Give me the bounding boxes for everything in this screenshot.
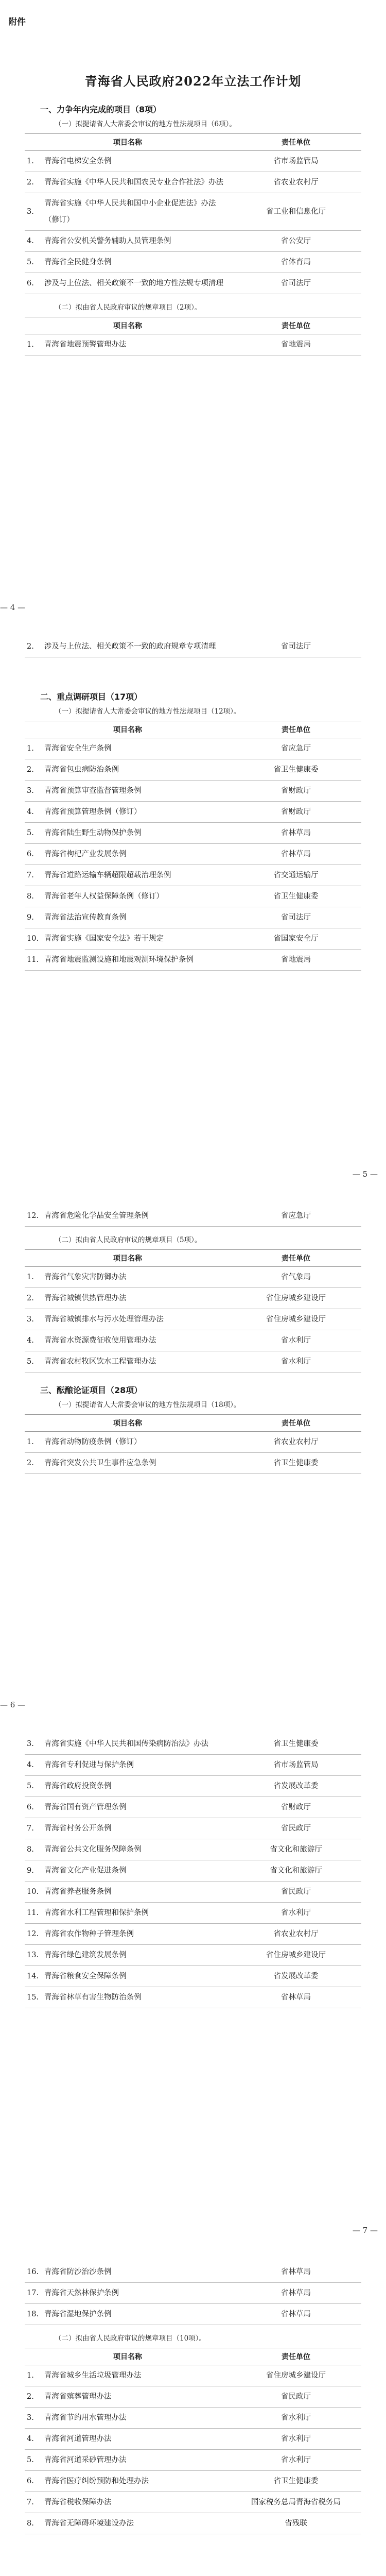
table-row bbox=[25, 802, 361, 823]
row-dept: 省卫生健康委 bbox=[273, 1740, 319, 1748]
row-title: 青海省粮食安全保障条例 bbox=[44, 1972, 127, 1980]
table-row bbox=[25, 1776, 361, 1797]
row-dept: 省水利厅 bbox=[281, 2435, 311, 2443]
row-number: 3. bbox=[27, 2414, 34, 2422]
table-row bbox=[25, 1860, 361, 1882]
row-title: 青海省危险化学品安全管理条例 bbox=[44, 1212, 149, 1220]
table-row bbox=[25, 1945, 361, 1966]
document-title: 青海省人民政府2022年立法工作计划 bbox=[84, 74, 302, 89]
page-number-text: — 7 — bbox=[352, 2226, 378, 2235]
row-dept: 省发展改革委 bbox=[273, 1972, 319, 1980]
table-row bbox=[25, 193, 361, 231]
row-number: 2. bbox=[27, 766, 34, 774]
row-title: 青海省公安机关警务辅助人员管理条例 bbox=[44, 237, 171, 245]
row-dept: 省工业和信息化厅 bbox=[266, 208, 326, 216]
row-dept: 省住房城乡建设厅 bbox=[266, 1294, 326, 1302]
row-dept: 省卫生健康委 bbox=[273, 2477, 319, 2485]
table-row bbox=[25, 2513, 361, 2534]
row-number: 15. bbox=[27, 1993, 39, 2002]
table-row bbox=[25, 865, 361, 886]
row-number: 2. bbox=[27, 178, 34, 187]
row-number: 9. bbox=[27, 913, 34, 922]
row-number: 12. bbox=[27, 1930, 39, 1938]
row-title: 青海省气象灾害防御办法 bbox=[44, 1273, 127, 1281]
row-dept: 省发展改革委 bbox=[273, 1782, 319, 1790]
row-title: 涉及与上位法、相关政策不一致的地方性法规专项清理 bbox=[44, 279, 223, 287]
subsection-heading: （一）拟提请省人大常委会审议的地方性法规项目（6项）。 bbox=[55, 120, 236, 128]
table-row bbox=[25, 1309, 361, 1330]
table-row bbox=[25, 2386, 361, 2408]
table-row bbox=[25, 2262, 361, 2283]
row-dept: 省林草局 bbox=[281, 2310, 311, 2318]
column-header-name: 项目名称 bbox=[113, 2353, 142, 2361]
row-title: 青海省国有资产管理条例 bbox=[44, 1803, 127, 1811]
table-row bbox=[25, 252, 361, 273]
table-row bbox=[25, 2492, 361, 2513]
section-2 bbox=[25, 690, 361, 971]
row-dept: 省国家安全厅 bbox=[273, 935, 319, 943]
page-number-text: — 6 — bbox=[0, 1700, 26, 1709]
row-title: 青海省水利工程管理和保护条例 bbox=[44, 1909, 149, 1917]
section-1-cont bbox=[25, 636, 361, 657]
page-number-text: — 5 — bbox=[352, 1170, 378, 1179]
row-dept: 省地震局 bbox=[281, 341, 311, 349]
subsection-heading: （二）拟由省人民政府审议的规章项目（10项）。 bbox=[55, 2334, 206, 2343]
section-1 bbox=[25, 103, 361, 355]
row-dept: 省卫生健康委 bbox=[273, 766, 319, 774]
row-title: 青海省节约用水管理办法 bbox=[44, 2414, 127, 2422]
row-number: 6. bbox=[27, 1803, 34, 1811]
row-title: 青海省老年人权益保障条例（修订） bbox=[44, 892, 164, 901]
row-number: 18. bbox=[27, 2310, 39, 2318]
table-row bbox=[25, 1206, 361, 1227]
row-dept: 省水利厅 bbox=[281, 1358, 311, 1366]
table-row bbox=[25, 151, 361, 172]
table-row bbox=[25, 1330, 361, 1351]
row-number: 8. bbox=[27, 892, 34, 901]
table-row bbox=[25, 2408, 361, 2429]
table-row bbox=[25, 1966, 361, 1987]
table-row bbox=[25, 738, 361, 759]
table-row bbox=[25, 950, 361, 971]
row-title: 青海省公共文化服务保障条例 bbox=[44, 1845, 142, 1854]
row-title: 青海省实施《中华人民共和国传染病防治法》办法 bbox=[44, 1740, 208, 1748]
row-number: 1. bbox=[27, 341, 34, 349]
section-heading: 二、重点调研项目（17项） bbox=[40, 692, 143, 702]
row-number: 11. bbox=[27, 956, 39, 964]
row-number: 3. bbox=[27, 1740, 34, 1748]
row-dept: 省水利厅 bbox=[281, 1909, 311, 1917]
row-number: 3. bbox=[27, 208, 34, 216]
row-title: 青海省林草有害生物防治条例 bbox=[44, 1993, 142, 2002]
column-header-dept: 责任单位 bbox=[282, 726, 310, 734]
row-number: 1. bbox=[27, 744, 34, 753]
page-number-text: — 4 — bbox=[0, 603, 26, 612]
row-title: 青海省防沙治沙条例 bbox=[44, 2268, 112, 2276]
row-number: 5. bbox=[27, 1782, 34, 1790]
row-title: 青海省税收保障办法 bbox=[44, 2498, 112, 2506]
table-row bbox=[25, 273, 361, 294]
row-number: 13. bbox=[27, 1951, 39, 1959]
row-title: 青海省地震监测设施和地震观测环境保护条例 bbox=[44, 956, 194, 964]
row-dept: 省残联 bbox=[285, 2519, 307, 2528]
table-row bbox=[25, 1755, 361, 1776]
row-title: 青海省全民健身条例 bbox=[44, 258, 112, 266]
row-number: 1. bbox=[27, 157, 34, 165]
row-dept: 省民政厅 bbox=[281, 2393, 311, 2401]
row-dept: 省文化和旅游厅 bbox=[270, 1845, 322, 1854]
table-row bbox=[25, 334, 361, 355]
table-header bbox=[25, 721, 361, 738]
row-title: 青海省动物防疫条例（修订） bbox=[44, 1438, 142, 1446]
table-row bbox=[25, 844, 361, 865]
column-header-dept: 责任单位 bbox=[282, 139, 310, 147]
row-title: 青海省政府投资条例 bbox=[44, 1782, 112, 1790]
table-row bbox=[25, 823, 361, 844]
row-title: 青海省城镇排水与污水处理管理办法 bbox=[44, 1315, 164, 1324]
row-dept: 省气象局 bbox=[281, 1273, 311, 1281]
row-number: 7. bbox=[27, 1824, 34, 1833]
row-number: 1. bbox=[27, 2371, 34, 2380]
row-number: 9. bbox=[27, 1867, 34, 1875]
section-heading: 一、力争年内完成的项目（8项） bbox=[40, 105, 162, 114]
row-title: 青海省实施《中华人民共和国农民专业合作社法》办法 bbox=[44, 178, 223, 187]
subsection-heading: （一）拟提请省人大常委会审议的地方性法规项目（12项）。 bbox=[55, 707, 241, 716]
row-number: 5. bbox=[27, 2456, 34, 2464]
row-dept: 省林草局 bbox=[281, 829, 311, 837]
row-dept: 省公安厅 bbox=[281, 237, 311, 245]
column-header-name: 项目名称 bbox=[113, 1255, 142, 1263]
row-dept: 省财政厅 bbox=[281, 787, 311, 795]
row-dept: 省应急厅 bbox=[281, 744, 311, 753]
row-dept: 省司法厅 bbox=[281, 913, 311, 922]
row-title: 青海省陆生野生动物保护条例 bbox=[44, 829, 142, 837]
row-title: 青海省文化产业促进条例 bbox=[44, 1867, 127, 1875]
row-title: 青海省绿色建筑发展条例 bbox=[44, 1951, 127, 1959]
row-dept: 省司法厅 bbox=[281, 279, 311, 287]
row-dept: 省市场监管局 bbox=[273, 1761, 319, 1769]
row-title: 青海省突发公共卫生事件应急条例 bbox=[44, 1459, 156, 1467]
row-title: 青海省村务公开条例 bbox=[44, 1824, 112, 1833]
row-number: 16. bbox=[27, 2268, 39, 2276]
row-title: 青海省农村牧区饮水工程管理办法 bbox=[44, 1358, 156, 1366]
column-header-name: 项目名称 bbox=[113, 726, 142, 734]
section-heading: 三、酝酿论证项目（28项） bbox=[40, 1385, 143, 1395]
row-dept: 省文化和旅游厅 bbox=[270, 1867, 322, 1875]
table-row bbox=[25, 2471, 361, 2492]
row-dept: 省水利厅 bbox=[281, 2456, 311, 2464]
row-title: 青海省农作物种子管理条例 bbox=[44, 1930, 134, 1938]
column-header-dept: 责任单位 bbox=[282, 1419, 310, 1428]
row-dept: 省地震局 bbox=[281, 956, 311, 964]
row-number: 17. bbox=[27, 2289, 39, 2297]
row-number: 8. bbox=[27, 1845, 34, 1854]
table-row bbox=[25, 172, 361, 193]
table-header bbox=[25, 133, 361, 151]
table-row bbox=[25, 1288, 361, 1309]
row-title: 青海省湿地保护条例 bbox=[44, 2310, 112, 2318]
row-number: 14. bbox=[27, 1972, 39, 1980]
table-row bbox=[25, 636, 361, 657]
table-row bbox=[25, 1924, 361, 1945]
row-dept: 省卫生健康委 bbox=[273, 1459, 319, 1467]
row-title: 青海省城镇供热管理办法 bbox=[44, 1294, 127, 1302]
row-dept: 省林草局 bbox=[281, 2268, 311, 2276]
subsection-heading: （一）拟提请省人大常委会审议的地方性法规项目（18项）。 bbox=[55, 1401, 241, 1409]
table-header bbox=[25, 1249, 361, 1267]
row-number: 7. bbox=[27, 2498, 34, 2506]
row-title: 青海省安全生产条例 bbox=[44, 744, 112, 753]
row-dept: 省民政厅 bbox=[281, 1888, 311, 1896]
row-title: 青海省包虫病防治条例 bbox=[44, 766, 119, 774]
row-number: 7. bbox=[27, 871, 34, 879]
table-row bbox=[25, 1432, 361, 1453]
row-number: 4. bbox=[27, 2435, 34, 2443]
row-dept: 省农业农村厅 bbox=[273, 1930, 319, 1938]
row-dept: 省财政厅 bbox=[281, 808, 311, 816]
row-title: 青海省枸杞产业发展条例 bbox=[44, 850, 127, 858]
column-header-dept: 责任单位 bbox=[282, 2353, 310, 2361]
row-title: 青海省医疗纠纷预防和处理办法 bbox=[44, 2477, 149, 2485]
table-row bbox=[25, 1453, 361, 1474]
row-number: 4. bbox=[27, 808, 34, 816]
row-dept: 省农业农村厅 bbox=[273, 1438, 319, 1446]
column-header-name: 项目名称 bbox=[113, 1419, 142, 1428]
table-row bbox=[25, 2304, 361, 2325]
row-title: 青海省预算管理条例（修订） bbox=[44, 808, 142, 816]
row-number: 5. bbox=[27, 1358, 34, 1366]
column-header-name: 项目名称 bbox=[113, 139, 142, 147]
row-number: 6. bbox=[27, 279, 34, 287]
row-dept: 省农业农村厅 bbox=[273, 178, 319, 187]
row-title: 青海省天然林保护条例 bbox=[44, 2289, 119, 2297]
table-row bbox=[25, 928, 361, 950]
table-row bbox=[25, 759, 361, 781]
row-dept: 省司法厅 bbox=[281, 642, 311, 651]
row-title: 青海省无障碍环境建设办法 bbox=[44, 2519, 134, 2528]
row-number: 8. bbox=[27, 2519, 34, 2528]
table-row bbox=[25, 1882, 361, 1903]
row-title: 青海省河道采砂管理办法 bbox=[44, 2456, 127, 2464]
table-header bbox=[25, 1414, 361, 1432]
row-dept: 省住房城乡建设厅 bbox=[266, 2371, 326, 2380]
row-title: 青海省养老服务条例 bbox=[44, 1888, 112, 1896]
table-row bbox=[25, 1903, 361, 1924]
row-number: 1. bbox=[27, 1438, 34, 1446]
row-number: 2. bbox=[27, 642, 34, 651]
row-number: 2. bbox=[27, 1294, 34, 1302]
row-dept: 省住房城乡建设厅 bbox=[266, 1315, 326, 1324]
table-row bbox=[25, 1351, 361, 1372]
row-title: 青海省地震预警管理办法 bbox=[44, 341, 127, 349]
subsection-heading: （二）拟由省人民政府审议的规章项目（5项）。 bbox=[55, 1236, 202, 1244]
row-dept: 省林草局 bbox=[281, 1993, 311, 2002]
row-title: 青海省殡葬管理办法 bbox=[44, 2393, 112, 2401]
row-dept: 省民政厅 bbox=[281, 1824, 311, 1833]
table-row bbox=[25, 231, 361, 252]
row-title: 青海省法治宣传教育条例 bbox=[44, 913, 127, 922]
row-number: 4. bbox=[27, 237, 34, 245]
table-row bbox=[25, 2429, 361, 2450]
row-title: 青海省实施《中华人民共和国中小企业促进法》办法（修订） bbox=[44, 199, 216, 224]
attachment-label: 附件 bbox=[8, 17, 26, 27]
row-number: 2. bbox=[27, 2393, 34, 2401]
row-number: 6. bbox=[27, 850, 34, 858]
row-title: 青海省河道管理办法 bbox=[44, 2435, 112, 2443]
column-header-name: 项目名称 bbox=[113, 322, 142, 330]
row-number: 6. bbox=[27, 2477, 34, 2485]
row-dept: 省体育局 bbox=[281, 258, 311, 266]
section-3-cont bbox=[25, 2262, 361, 2534]
row-title: 涉及与上位法、相关政策不一致的政府规章专项清理 bbox=[44, 642, 216, 651]
row-number: 5. bbox=[27, 258, 34, 266]
table-row bbox=[25, 886, 361, 907]
row-dept: 省水利厅 bbox=[281, 2414, 311, 2422]
row-title: 青海省预算审查监督管理条例 bbox=[44, 787, 142, 795]
table-row bbox=[25, 1818, 361, 1839]
column-header-dept: 责任单位 bbox=[282, 322, 310, 330]
row-dept: 省应急厅 bbox=[281, 1212, 311, 1220]
row-title: 青海省水资源费征收使用管理办法 bbox=[44, 1336, 156, 1345]
row-dept: 省林草局 bbox=[281, 850, 311, 858]
row-number: 3. bbox=[27, 787, 34, 795]
section-3 bbox=[25, 1734, 361, 2008]
row-title: 青海省道路运输车辆超限超载治理条例 bbox=[44, 871, 171, 879]
row-dept: 省林草局 bbox=[281, 2289, 311, 2297]
row-dept: 省卫生健康委 bbox=[273, 892, 319, 901]
table-row bbox=[25, 2450, 361, 2471]
row-title: 青海省实施《国家安全法》若干规定 bbox=[44, 935, 164, 943]
table-row bbox=[25, 907, 361, 928]
row-dept: 省市场监管局 bbox=[273, 157, 319, 165]
table-row bbox=[25, 1839, 361, 1860]
row-number: 12. bbox=[27, 1212, 39, 1220]
row-title: 青海省城乡生活垃圾管理办法 bbox=[44, 2371, 142, 2380]
row-title: 青海省专利促进与保护条例 bbox=[44, 1761, 134, 1769]
row-number: 5. bbox=[27, 829, 34, 837]
section-2-cont bbox=[25, 1206, 361, 1474]
row-number: 2. bbox=[27, 1459, 34, 1467]
row-number: 10. bbox=[27, 1888, 39, 1896]
table-row bbox=[25, 1267, 361, 1288]
row-dept: 省水利厅 bbox=[281, 1336, 311, 1345]
table-header bbox=[25, 2348, 361, 2365]
table-row bbox=[25, 2365, 361, 2386]
row-title: 青海省电梯安全条例 bbox=[44, 157, 112, 165]
row-number: 1. bbox=[27, 1273, 34, 1281]
subsection-heading: （二）拟由省人民政府审议的规章项目（2项）。 bbox=[55, 303, 202, 312]
table-row bbox=[25, 1987, 361, 2008]
row-dept: 省交通运输厅 bbox=[273, 871, 319, 879]
row-number: 4. bbox=[27, 1336, 34, 1345]
table-header bbox=[25, 317, 361, 334]
row-dept: 省财政厅 bbox=[281, 1803, 311, 1811]
row-number: 10. bbox=[27, 935, 39, 943]
row-number: 4. bbox=[27, 1761, 34, 1769]
row-number: 11. bbox=[27, 1909, 39, 1917]
table-row bbox=[25, 2283, 361, 2304]
table-row bbox=[25, 1734, 361, 1755]
row-dept: 国家税务总局青海省税务局 bbox=[251, 2498, 341, 2506]
row-dept: 省住房城乡建设厅 bbox=[266, 1951, 326, 1959]
column-header-dept: 责任单位 bbox=[282, 1255, 310, 1263]
row-number: 3. bbox=[27, 1315, 34, 1324]
table-row bbox=[25, 781, 361, 802]
table-row bbox=[25, 1797, 361, 1818]
